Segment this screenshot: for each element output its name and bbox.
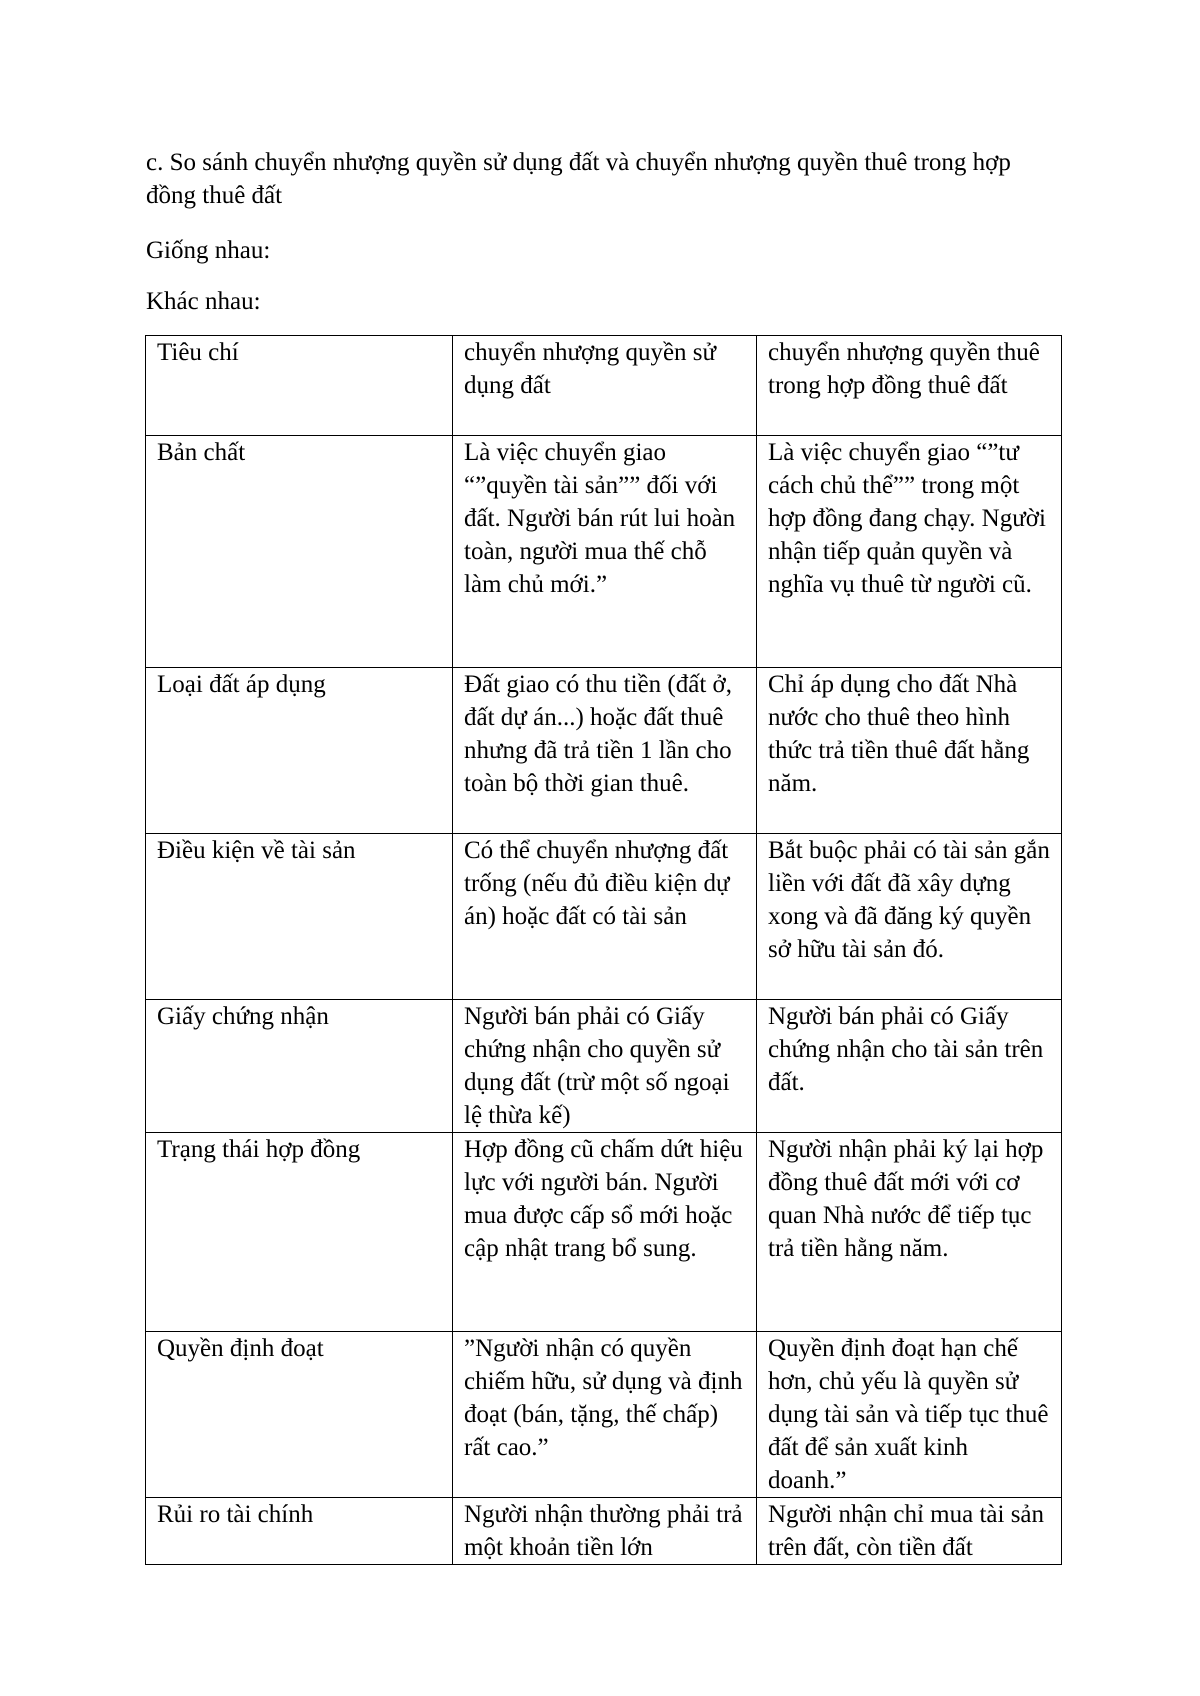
table-row	[146, 1498, 1062, 1565]
criteria-cell: Giấy chứng nhận	[146, 1000, 453, 1133]
land-use-transfer-cell: ”Người nhận có quyền chiếm hữu, sử dụng và định đoạt (bán, tặng, thế chấp) rất cao.”	[453, 1332, 757, 1498]
criteria-cell: Rủi ro tài chính	[146, 1498, 453, 1565]
land-use-transfer-cell: Người nhận thường phải trả một khoản tiền lớn	[453, 1498, 757, 1565]
section-heading: c. So sánh chuyển nhượng quyền sử dụng đất và chuyển nhượng quyền thuê trong hợp đồng thuê đất	[146, 149, 1011, 209]
criteria-cell: Trạng thái hợp đồng	[146, 1133, 453, 1332]
header-cell-lease-transfer: chuyển nhượng quyền thuê trong hợp đồng thuê đất	[757, 336, 1062, 436]
land-use-transfer-cell: Có thể chuyển nhượng đất trống (nếu đủ điều kiện dự án) hoặc đất có tài sản	[453, 834, 757, 1000]
lease-transfer-cell: Là việc chuyển giao “”tư cách chủ thể”” trong một hợp đồng đang chạy. Người nhận tiếp quản quyền và nghĩa vụ thuê từ người cũ.	[757, 436, 1062, 668]
land-use-transfer-cell: Hợp đồng cũ chấm dứt hiệu lực với người bán. Người mua được cấp sổ mới hoặc cập nhật trang bổ sung.	[453, 1133, 757, 1332]
lease-transfer-cell: Người bán phải có Giấy chứng nhận cho tài sản trên đất.	[757, 1000, 1062, 1133]
land-use-transfer-cell: Đất giao có thu tiền (đất ở, đất dự án...) hoặc đất thuê nhưng đã trả tiền 1 lần cho toàn bộ thời gian thuê.	[453, 668, 757, 834]
criteria-cell: Loại đất áp dụng	[146, 668, 453, 834]
table-row	[146, 834, 1062, 1000]
table-row	[146, 1332, 1062, 1498]
table-row	[146, 668, 1062, 834]
differences-label: Khác nhau:	[146, 288, 261, 315]
table-row	[146, 436, 1062, 668]
lease-transfer-cell: Chỉ áp dụng cho đất Nhà nước cho thuê theo hình thức trả tiền thuê đất hằng năm.	[757, 668, 1062, 834]
lease-transfer-cell: Người nhận phải ký lại hợp đồng thuê đất mới với cơ quan Nhà nước để tiếp tục trả tiền hằng năm.	[757, 1133, 1062, 1332]
header-cell-criteria: Tiêu chí	[146, 336, 453, 436]
table-row	[146, 1133, 1062, 1332]
lease-transfer-cell: Quyền định đoạt hạn chế hơn, chủ yếu là quyền sử dụng tài sản và tiếp tục thuê đất để sản xuất kinh doanh.”	[757, 1332, 1062, 1498]
similarities-label: Giống nhau:	[146, 237, 271, 264]
comparison-table	[145, 335, 1062, 1565]
lease-transfer-cell: Bắt buộc phải có tài sản gắn liền với đất đã xây dựng xong và đã đăng ký quyền sở hữu tài sản đó.	[757, 834, 1062, 1000]
criteria-cell: Bản chất	[146, 436, 453, 668]
table-row	[146, 1000, 1062, 1133]
table-header-row	[146, 336, 1062, 436]
land-use-transfer-cell: Người bán phải có Giấy chứng nhận cho quyền sử dụng đất (trừ một số ngoại lệ thừa kế)	[453, 1000, 757, 1133]
header-cell-land-use-transfer: chuyển nhượng quyền sử dụng đất	[453, 336, 757, 436]
land-use-transfer-cell: Là việc chuyển giao “”quyền tài sản”” đối với đất. Người bán rút lui hoàn toàn, người mua thế chỗ làm chủ mới.”	[453, 436, 757, 668]
lease-transfer-cell: Người nhận chỉ mua tài sản trên đất, còn tiền đất	[757, 1498, 1062, 1565]
criteria-cell: Quyền định đoạt	[146, 1332, 453, 1498]
criteria-cell: Điều kiện về tài sản	[146, 834, 453, 1000]
